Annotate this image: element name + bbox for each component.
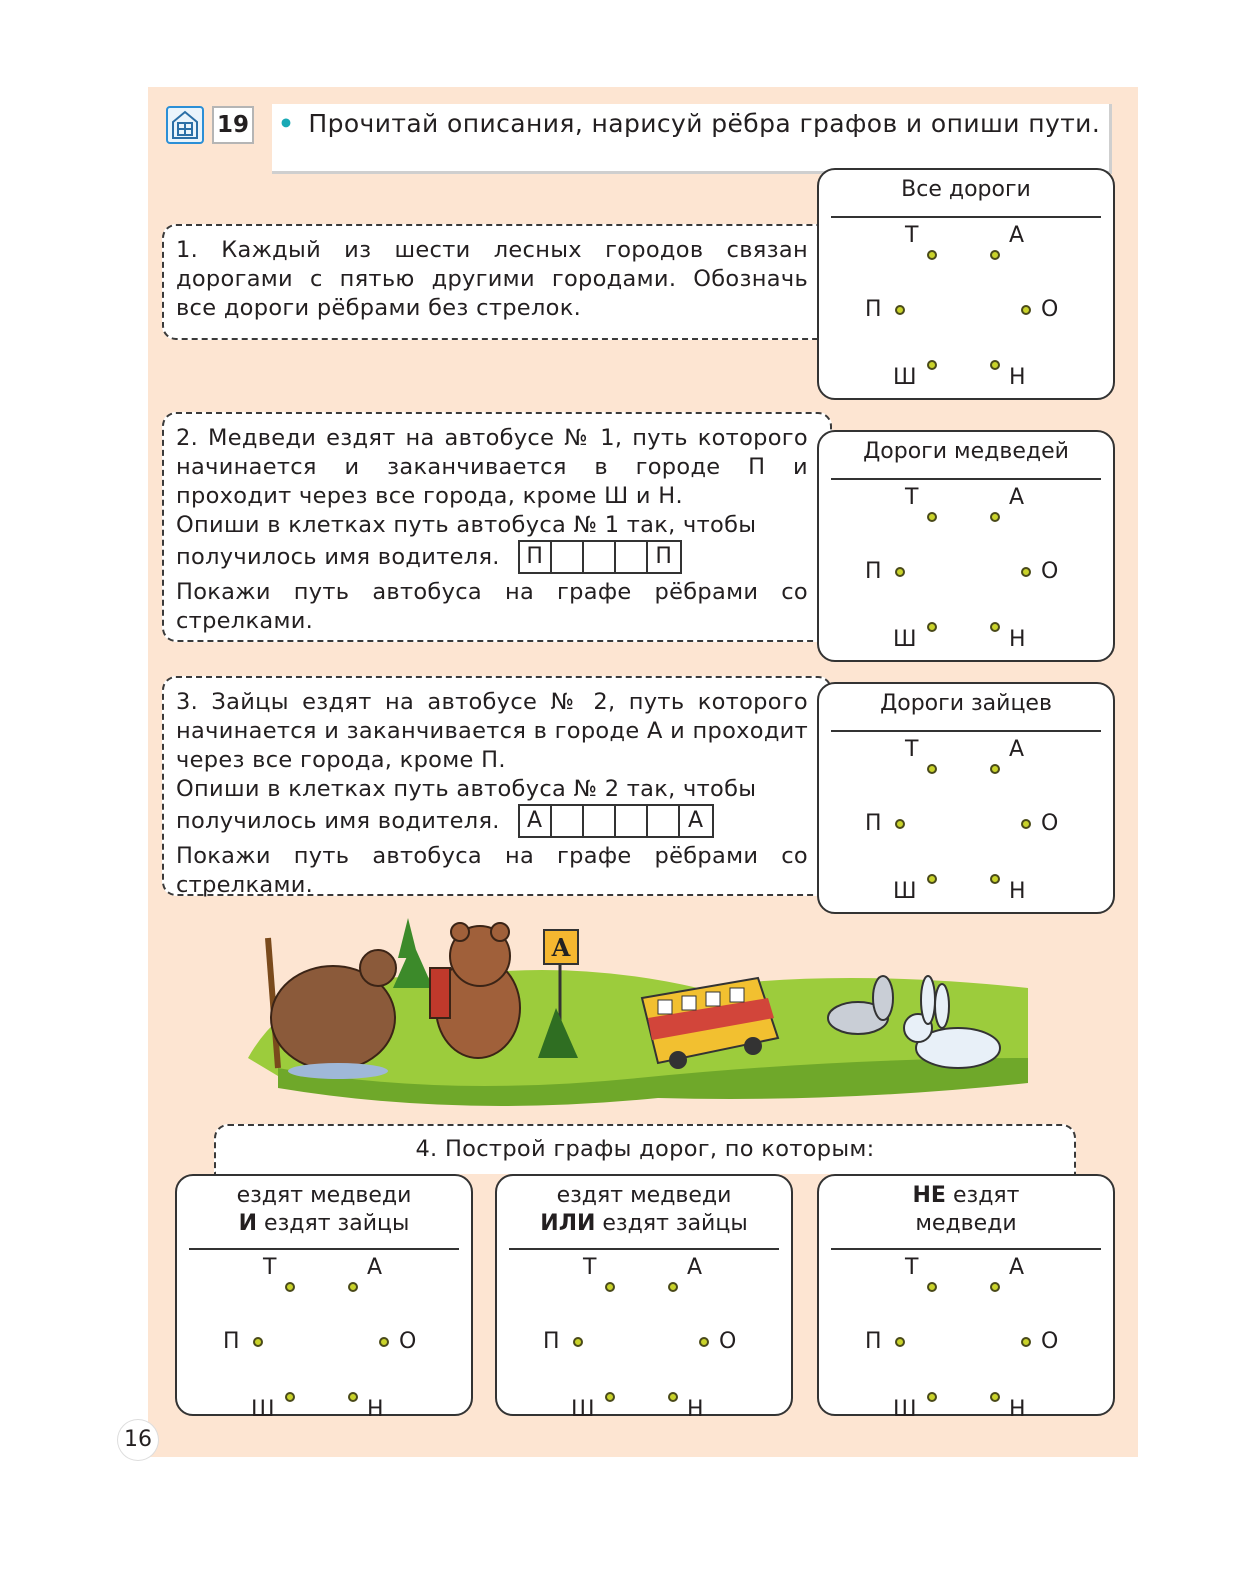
city-node-t[interactable] bbox=[605, 1282, 615, 1292]
city-node-n[interactable] bbox=[990, 1392, 1000, 1402]
city-node-sh[interactable] bbox=[927, 360, 937, 370]
city-node-n[interactable] bbox=[990, 874, 1000, 884]
city-node-n[interactable] bbox=[668, 1392, 678, 1402]
task-3-line3: получилось имя водителя. bbox=[176, 807, 500, 834]
task-1-text: 1. Каждый из шести лесных городов связан дорогами с пятью другими городами. Обозначь все дороги рёбрами без стрелок. bbox=[176, 237, 808, 321]
name-cell[interactable] bbox=[584, 542, 616, 572]
city-node-o[interactable] bbox=[699, 1337, 709, 1347]
task-3 bbox=[162, 676, 832, 896]
city-label-a: А bbox=[1009, 1255, 1025, 1280]
city-node-a[interactable] bbox=[348, 1282, 358, 1292]
divider bbox=[189, 1248, 459, 1250]
city-label-o: О bbox=[719, 1329, 737, 1354]
graph-title-line2: медведи bbox=[915, 1211, 1017, 1236]
divider bbox=[831, 478, 1101, 480]
city-label-t: Т bbox=[905, 223, 919, 248]
graph-title: Все дороги bbox=[901, 177, 1031, 202]
city-node-t[interactable] bbox=[285, 1282, 295, 1292]
city-label-t: Т bbox=[263, 1255, 277, 1280]
logic-not: НЕ bbox=[912, 1183, 946, 1208]
city-node-sh[interactable] bbox=[927, 1392, 937, 1402]
city-label-t: Т bbox=[905, 485, 919, 510]
city-node-n[interactable] bbox=[348, 1392, 358, 1402]
city-node-sh[interactable] bbox=[605, 1392, 615, 1402]
task-3-text: 3. Зайцы ездят на автобусе № 2, путь которого начинается и заканчивается в городе А и проходит через все города, кроме П. bbox=[176, 689, 808, 773]
city-node-a[interactable] bbox=[990, 250, 1000, 260]
divider bbox=[831, 216, 1101, 218]
task-4-text: 4. Построй графы дорог, по которым: bbox=[415, 1136, 875, 1162]
logic-and: И bbox=[238, 1211, 258, 1236]
divider bbox=[831, 730, 1101, 732]
city-label-o: О bbox=[1041, 1329, 1059, 1354]
city-node-t[interactable] bbox=[927, 764, 937, 774]
city-label-n: Н bbox=[1009, 365, 1026, 390]
city-node-n[interactable] bbox=[990, 622, 1000, 632]
city-label-sh: Ш bbox=[571, 1397, 595, 1422]
city-label-p: П bbox=[223, 1329, 240, 1354]
city-node-o[interactable] bbox=[1021, 819, 1031, 829]
task-2 bbox=[162, 412, 832, 642]
exercise-instruction bbox=[272, 104, 1112, 174]
bear-walking-icon bbox=[430, 923, 520, 1058]
graph-title bbox=[497, 1182, 791, 1238]
house-icon bbox=[166, 106, 204, 144]
task-2-line3: получилось имя водителя. bbox=[176, 543, 500, 570]
city-node-o[interactable] bbox=[379, 1337, 389, 1347]
logic-or: ИЛИ bbox=[540, 1211, 596, 1236]
instruction-text: Прочитай описания, нарисуй рёбра графов и опиши пути. bbox=[308, 109, 1101, 138]
forest-illustration bbox=[238, 908, 1038, 1118]
city-node-sh[interactable] bbox=[927, 874, 937, 884]
city-node-p[interactable] bbox=[573, 1337, 583, 1347]
city-node-p[interactable] bbox=[895, 819, 905, 829]
city-node-n[interactable] bbox=[990, 360, 1000, 370]
city-node-sh[interactable] bbox=[927, 622, 937, 632]
task-2-text: 2. Медведи ездят на автобусе № 1, путь которого начинается и заканчивается в городе П и проходит через все города, кроме Ш и Н. bbox=[176, 425, 808, 509]
city-node-sh[interactable] bbox=[285, 1392, 295, 1402]
divider bbox=[509, 1248, 779, 1250]
city-node-p[interactable] bbox=[895, 305, 905, 315]
city-label-sh: Ш bbox=[893, 879, 917, 904]
city-node-t[interactable] bbox=[927, 250, 937, 260]
graph-title bbox=[177, 1182, 471, 1238]
city-node-o[interactable] bbox=[1021, 567, 1031, 577]
divider bbox=[831, 1248, 1101, 1250]
task-3-line2: Опиши в клетках путь автобуса № 2 так, чтобы bbox=[176, 776, 757, 802]
city-label-t: Т bbox=[905, 1255, 919, 1280]
name-cell[interactable] bbox=[648, 806, 680, 836]
city-label-n: Н bbox=[367, 1397, 384, 1422]
city-node-a[interactable] bbox=[990, 764, 1000, 774]
city-label-sh: Ш bbox=[893, 627, 917, 652]
city-node-a[interactable] bbox=[990, 512, 1000, 522]
city-label-n: Н bbox=[1009, 879, 1026, 904]
city-label-n: Н bbox=[1009, 1397, 1026, 1422]
name-cell[interactable] bbox=[616, 542, 648, 572]
graph-title bbox=[819, 1182, 1113, 1238]
city-label-sh: Ш bbox=[893, 365, 917, 390]
exercise-number: 19 bbox=[212, 106, 254, 144]
graph-title-line1: ездят медведи bbox=[556, 1183, 732, 1208]
city-label-a: А bbox=[1009, 223, 1025, 248]
graph-title-rest: ездят bbox=[952, 1183, 1020, 1208]
city-node-a[interactable] bbox=[668, 1282, 678, 1292]
graph-bears-or-hares[interactable] bbox=[495, 1174, 793, 1422]
city-node-o[interactable] bbox=[1021, 1337, 1031, 1347]
page-number: 16 bbox=[118, 1420, 158, 1460]
name-cell[interactable]: П bbox=[520, 542, 552, 572]
name-cell[interactable] bbox=[552, 806, 584, 836]
task-2-line2: Опиши в клетках путь автобуса № 1 так, чтобы bbox=[176, 512, 757, 538]
task-4 bbox=[214, 1124, 1076, 1174]
driver-name-cells-2[interactable] bbox=[518, 804, 714, 838]
city-label-a: А bbox=[687, 1255, 703, 1280]
graph-title-rest: ездят зайцы bbox=[264, 1211, 410, 1236]
task-2-line4: Покажи путь автобуса на графе рёбрами со стрелками. bbox=[176, 579, 808, 634]
city-node-a[interactable] bbox=[990, 1282, 1000, 1292]
driver-name-cells-1[interactable] bbox=[518, 540, 682, 574]
city-label-n: Н bbox=[1009, 627, 1026, 652]
graph-bears-and-hares[interactable] bbox=[175, 1174, 473, 1422]
fir-tree-icon bbox=[393, 918, 433, 988]
task-1 bbox=[162, 224, 832, 340]
city-label-sh: Ш bbox=[251, 1397, 275, 1422]
name-cell[interactable] bbox=[616, 806, 648, 836]
city-node-t[interactable] bbox=[927, 1282, 937, 1292]
city-label-p: П bbox=[865, 297, 882, 322]
city-label-n: Н bbox=[687, 1397, 704, 1422]
name-cell[interactable] bbox=[552, 542, 584, 572]
sign-letter: А bbox=[551, 933, 571, 962]
graph-all-roads[interactable] bbox=[817, 168, 1115, 400]
city-label-o: О bbox=[1041, 811, 1059, 836]
city-label-sh: Ш bbox=[893, 1397, 917, 1422]
graph-title-rest: ездят зайцы bbox=[602, 1211, 748, 1236]
city-node-p[interactable] bbox=[253, 1337, 263, 1347]
graph-title: Дороги зайцев bbox=[880, 691, 1052, 716]
city-node-t[interactable] bbox=[927, 512, 937, 522]
graph-not-bears[interactable] bbox=[817, 1174, 1115, 1422]
name-cell[interactable]: П bbox=[655, 544, 673, 569]
city-label-p: П bbox=[865, 1329, 882, 1354]
city-label-a: А bbox=[1009, 737, 1025, 762]
city-node-p[interactable] bbox=[895, 1337, 905, 1347]
graph-hare-roads[interactable] bbox=[817, 682, 1115, 914]
city-label-t: Т bbox=[583, 1255, 597, 1280]
city-label-a: А bbox=[367, 1255, 383, 1280]
city-label-p: П bbox=[865, 559, 882, 584]
name-cell[interactable]: А bbox=[688, 808, 704, 833]
city-label-p: П bbox=[543, 1329, 560, 1354]
graph-title: Дороги медведей bbox=[863, 439, 1069, 464]
task-3-line4: Покажи путь автобуса на графе рёбрами со стрелками. bbox=[176, 843, 808, 898]
city-node-p[interactable] bbox=[895, 567, 905, 577]
graph-bear-roads[interactable] bbox=[817, 430, 1115, 662]
city-label-p: П bbox=[865, 811, 882, 836]
city-node-o[interactable] bbox=[1021, 305, 1031, 315]
name-cell[interactable]: А bbox=[520, 806, 552, 836]
city-label-a: А bbox=[1009, 485, 1025, 510]
name-cell[interactable] bbox=[584, 806, 616, 836]
graph-title-line1: ездят медведи bbox=[236, 1183, 412, 1208]
city-label-o: О bbox=[1041, 297, 1059, 322]
city-label-o: О bbox=[1041, 559, 1059, 584]
bullet-icon: • bbox=[278, 109, 295, 138]
city-label-t: Т bbox=[905, 737, 919, 762]
city-label-o: О bbox=[399, 1329, 417, 1354]
